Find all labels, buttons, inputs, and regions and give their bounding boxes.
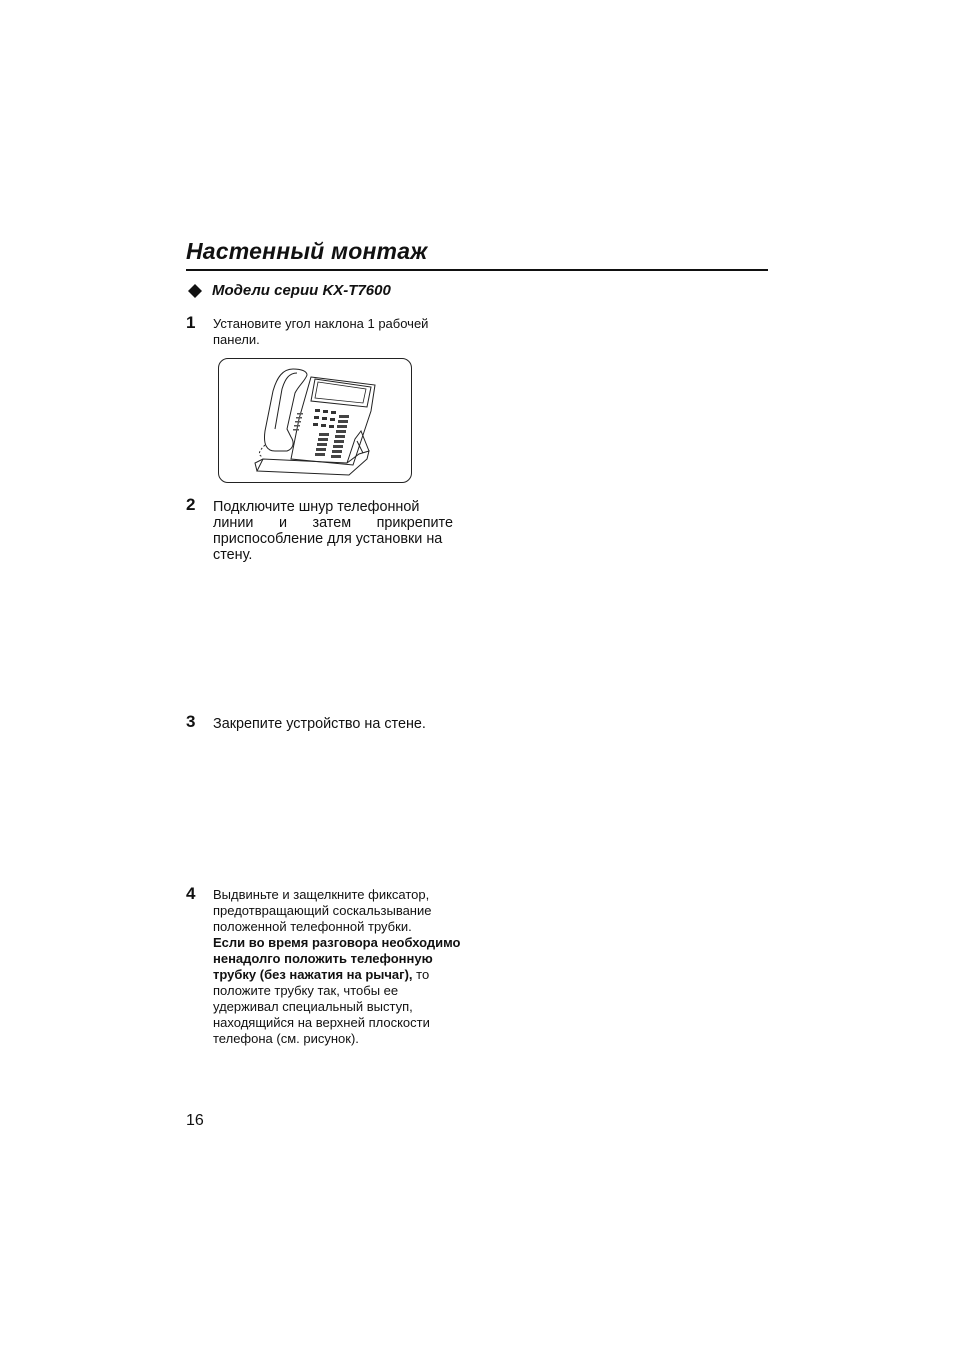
step-4-intro: Выдвиньте и защелкните фиксатор, предотвращающий соскальзывание положенной телефонной трубки.	[213, 887, 432, 934]
title-rule	[186, 269, 768, 271]
step-4-rest: то положите трубку так, чтобы ее удерживал специальный выступ, находящийся на верхней плоскости телефона (см. рисунок).	[213, 967, 430, 1046]
step-2-number: 2	[186, 495, 196, 514]
step-1-number: 1	[186, 313, 196, 332]
step-3-number: 3	[186, 712, 196, 731]
step-4-number: 4	[186, 884, 196, 903]
step-4-text	[213, 887, 463, 1047]
step-4-bold-note: Если во время разговора необходимо ненадолго положить телефонную трубку (без нажатия на рычаг),	[213, 935, 461, 982]
page-number: 16	[186, 1112, 204, 1129]
step-2-text	[213, 499, 453, 563]
step-1-text: Установите угол наклона 1 рабочей панели.	[213, 316, 429, 347]
phone-illustration	[218, 358, 412, 483]
step-2-line-2: линии и затем прикрепите	[213, 515, 453, 531]
step-3-text: Закрепите устройство на стене.	[213, 716, 426, 732]
diamond-bullet-icon	[188, 284, 202, 298]
step-2-line-1: Подключите шнур телефонной	[213, 499, 420, 515]
step-2-line-3: приспособление для установки на	[213, 531, 443, 547]
step-2-line-4: стену.	[213, 547, 253, 563]
page-title: Настенный монтаж	[186, 238, 428, 264]
section-heading	[188, 282, 391, 299]
phone-on-stand-icon	[219, 359, 412, 483]
section-heading-text: Модели серии KX-T7600	[212, 282, 391, 299]
